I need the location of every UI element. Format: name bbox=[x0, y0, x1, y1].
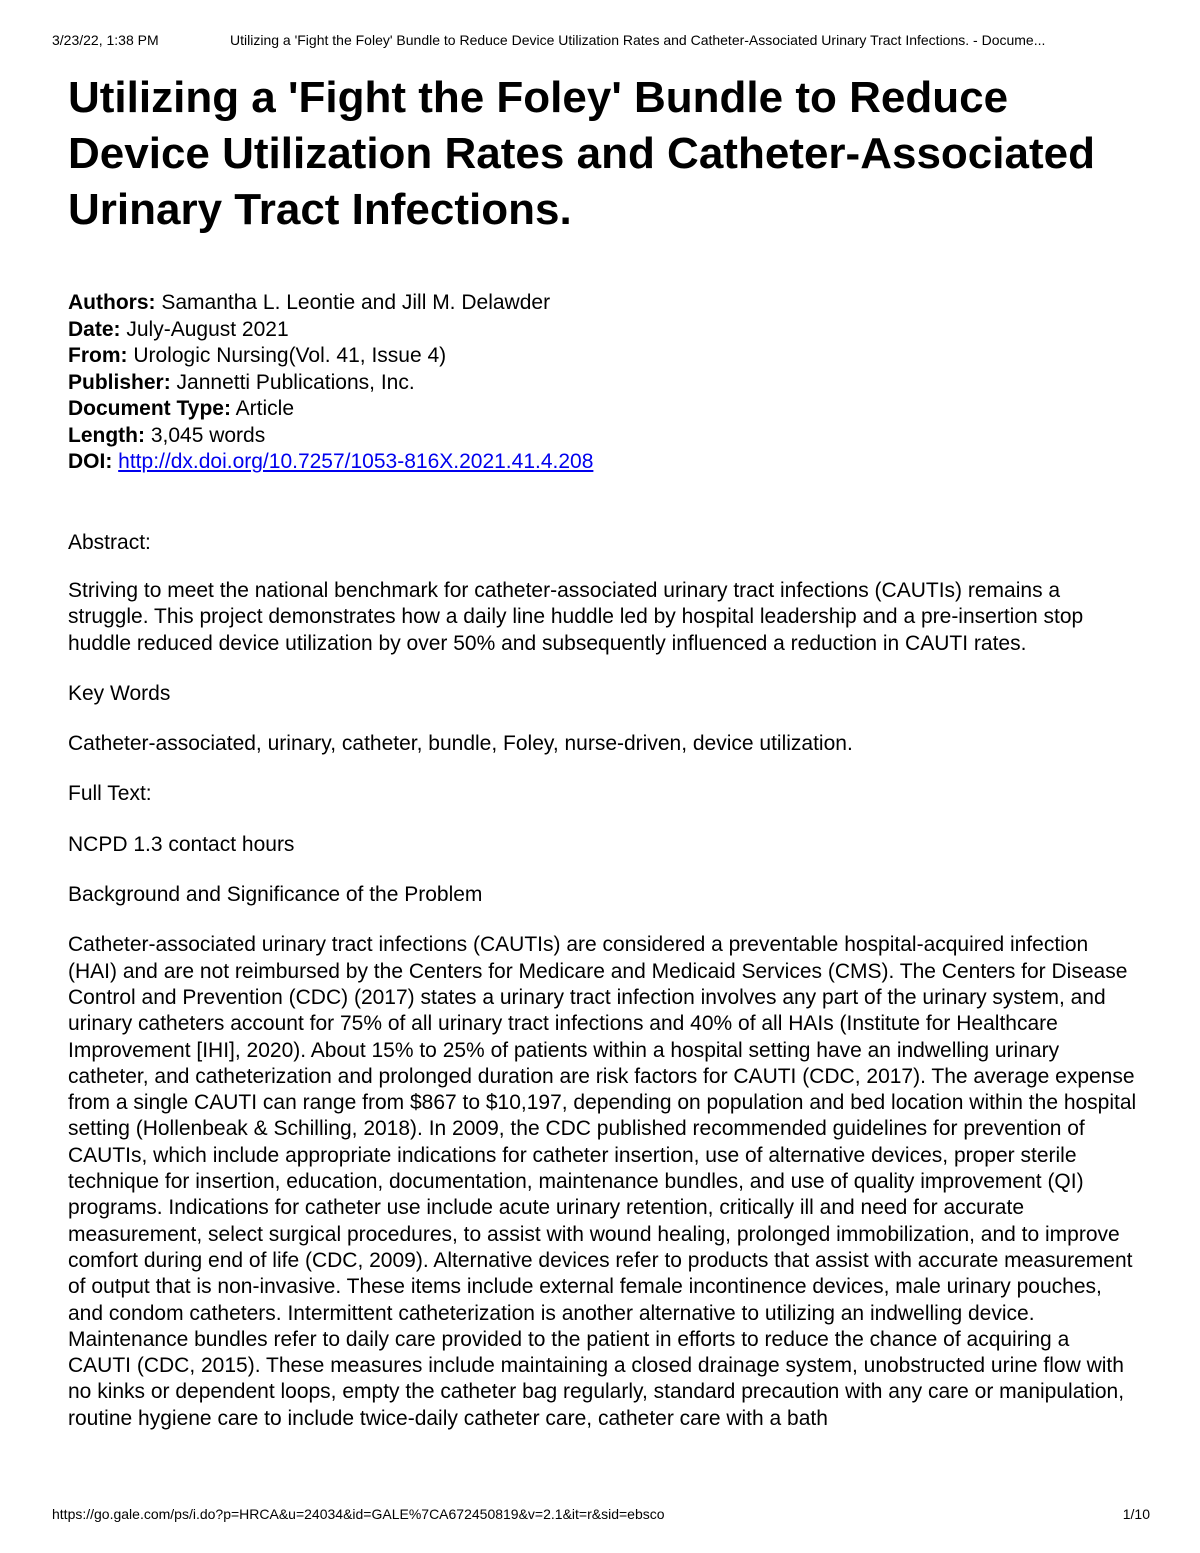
article-metadata bbox=[68, 290, 1138, 476]
from-label: From: bbox=[68, 344, 128, 367]
from-row bbox=[68, 343, 1138, 370]
print-header bbox=[52, 30, 1150, 50]
print-footer bbox=[52, 1504, 1150, 1524]
length-row bbox=[68, 423, 1138, 450]
authors-row bbox=[68, 290, 1138, 317]
article-title: Utilizing a 'Fight the Foley' Bundle to Reduce Device Utilization Rates and Catheter-Associated Urinary Tract Infections. bbox=[68, 73, 1095, 234]
document-type-row bbox=[68, 396, 1138, 423]
authors-label: Authors: bbox=[68, 291, 156, 314]
length-label: Length: bbox=[68, 423, 145, 447]
length-value: 3,045 words bbox=[150, 423, 266, 447]
doi-label: DOI: bbox=[68, 450, 113, 473]
print-source-url: https://go.gale.com/ps/i.do?p=HRCA&u=24034&id=GALE%7CA672450819&v=2.1&it=r&sid=ebsco bbox=[52, 1506, 665, 1522]
doi-link[interactable]: http://dx.doi.org/10.7257/1053-816X.2021.41.4.208 bbox=[118, 450, 594, 473]
ncpd-hours: NCPD 1.3 contact hours bbox=[68, 832, 295, 856]
print-date-time: 3/23/22, 1:38 PM bbox=[52, 32, 159, 48]
publisher-row bbox=[68, 370, 1138, 397]
abstract-label: Abstract: bbox=[68, 530, 151, 554]
document-type-label: Document Type: bbox=[68, 397, 231, 420]
section-heading: Background and Significance of the Problem bbox=[68, 883, 483, 907]
publisher-value: Jannetti Publications, Inc. bbox=[176, 370, 415, 394]
article-content bbox=[68, 70, 1138, 1432]
print-document-title: Utilizing a 'Fight the Foley' Bundle to Reduce Device Utilization Rates and Catheter-Associated Urinary Tract Infections. - Docume... bbox=[230, 32, 1046, 48]
full-text-label: Full Text: bbox=[68, 782, 152, 806]
page-number: 1/10 bbox=[1122, 1506, 1150, 1522]
publisher-label: Publisher: bbox=[68, 370, 171, 394]
doi-row bbox=[68, 449, 1138, 476]
date-row bbox=[68, 317, 1138, 344]
from-value: Urologic Nursing(Vol. 41, Issue 4) bbox=[133, 344, 447, 367]
authors-value: Samantha L. Leontie and Jill M. Delawder bbox=[161, 291, 551, 314]
date-value: July-August 2021 bbox=[126, 317, 289, 341]
date-label: Date: bbox=[68, 317, 121, 341]
keywords-label: Key Words bbox=[68, 681, 171, 705]
body-paragraph: Catheter-associated urinary tract infections (CAUTIs) are considered a preventable hospital-acquired infection (HAI) and are not reimbursed by the Centers for Medicare and Medicaid Services (CMS). The Centers for Disease Control and Prevention (CDC) (2017) states a urinary tract infection involves any part of the urinary system, and urinary catheters account for 75% of all urinary tract infections and 40% of all HAIs (Institute for Healthcare Improvement [IHI], 2020). About 15% to 25% of patients within a hospital setting have an indwelling urinary catheter, and catheterization and prolonged duration are risk factors for CAUTI (CDC, 2017). The average expense from a single CAUTI can range from $867 to $10,197, depending on population and bed location within the hospital setting (Hollenbeak & Schilling, 2018). In 2009, the CDC published recommended guidelines for prevention of CAUTIs, which include appropriate indications for catheter insertion, use of alternative devices, proper sterile technique for insertion, education, documentation, maintenance bundles, and use of quality improvement (QI) programs. Indications for catheter use include acute urinary retention, critically ill and need for accurate measurement, select surgical procedures, to assist with wound healing, prolonged immobilization, and to improve comfort during end of life (CDC, 2009). Alternative devices refer to products that assist with accurate measurement of output that is non-invasive. These items include external female incontinence devices, male urinary pouches, and condom catheters. Intermittent catheterization is another alternative to utilizing an indwelling device. Maintenance bundles refer to daily care provided to the patient in efforts to reduce the chance of acquiring a CAUTI (CDC, 2015). These measures include maintaining a closed drainage system, unobstructed urine flow with no kinks or dependent loops, empty the catheter bag regularly, standard precaution with any care or manipulation, routine hygiene care to include twice-daily catheter care, catheter care with a bath bbox=[68, 933, 1137, 1430]
abstract-text: Striving to meet the national benchmark for catheter-associated urinary tract infections (CAUTIs) remains a struggle. This project demonstrates how a daily line huddle led by hospital leadership and a pre-insertion stop huddle reduced device utilization by over 50% and subsequently influenced a reduction in CAUTI rates. bbox=[68, 579, 1084, 655]
keywords-text: Catheter-associated, urinary, catheter, bundle, Foley, nurse-driven, device utilization. bbox=[68, 732, 853, 756]
document-type-value: Article bbox=[235, 397, 295, 420]
